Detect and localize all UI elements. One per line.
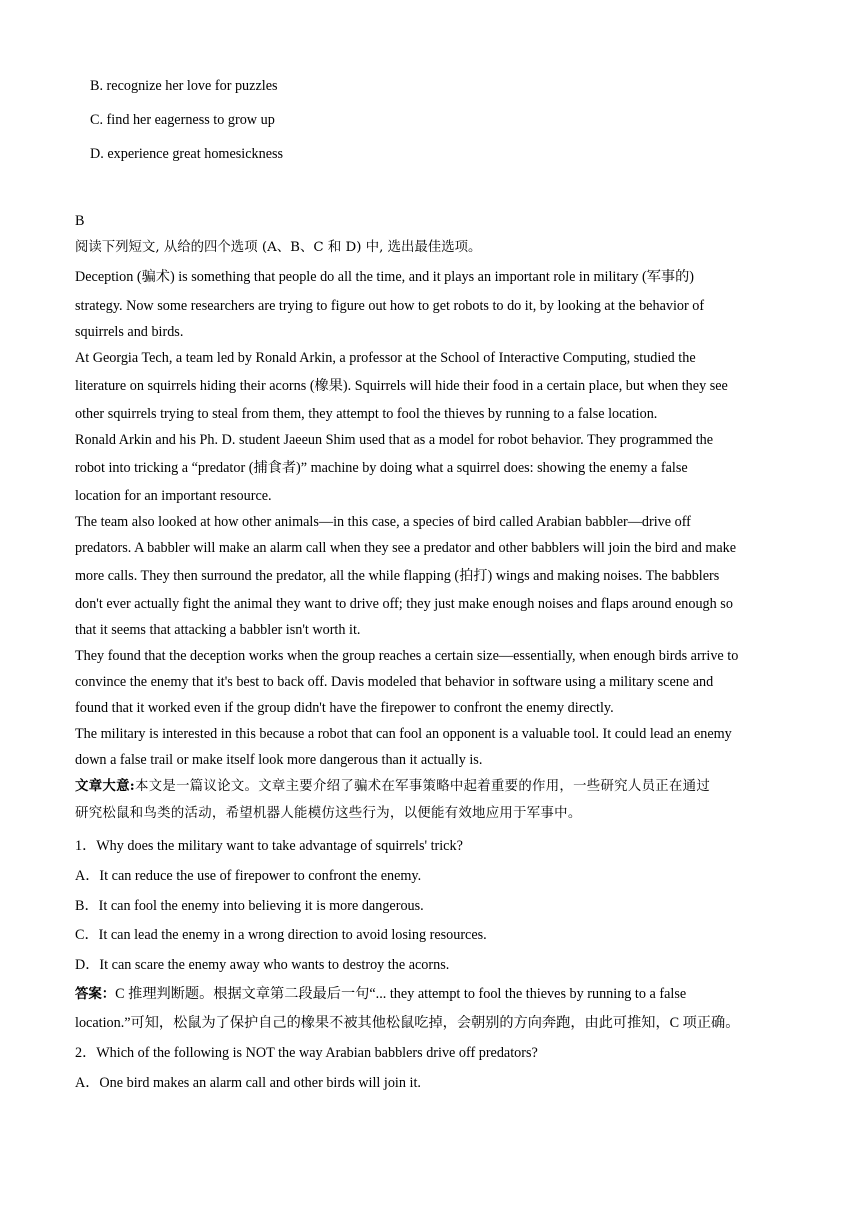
passage-line: don't ever actually fight the animal they want to drive off; they just make enough noises and flaps around enough so [75,596,733,612]
answer-line: location.”可知，松鼠为了保护自己的橡果不被其他松鼠吃掉，会朝别的方向奔跑，由此可推知，C 项正确。 [75,1015,740,1031]
passage-line: found that it worked even if the group didn't have the firepower to confront the enemy directly. [75,700,614,716]
option-d-previous: D. experience great homesickness [90,146,284,162]
passage-line: robot into tricking a “predator (捕食者)” machine by doing what a squirrel does: showing the enemy a false [75,460,688,476]
q1-option-c: C．It can lead the enemy in a wrong direction to avoid losing resources. [75,927,487,943]
passage-line: strategy. Now some researchers are trying to figure out how to get robots to do it, by looking at the behavior of [75,298,705,314]
passage-line: The military is interested in this because a robot that can fool an opponent is a valuable tool. It could lead an enemy [75,726,732,742]
passage-line: literature on squirrels hiding their acorns (橡果). Squirrels will hide their food in a certain place, but when they see [75,378,728,394]
answer-label: 答案： [75,986,116,1002]
answer-text: C 推理判断题。根据文章第二段最后一句“... they attempt to fool the thieves by running to a false [115,986,687,1002]
passage-line: other squirrels trying to steal from them, they attempt to fool the thieves by running to a false location. [75,406,658,422]
question-2: 2．Which of the following is NOT the way Arabian babblers drive off predators? [75,1045,538,1061]
q1-option-a: A．It can reduce the use of firepower to confront the enemy. [75,868,422,884]
passage-line: At Georgia Tech, a team led by Ronald Arkin, a professor at the School of Interactive Computing, studied the [75,350,696,366]
summary-text: 本文是一篇议论文。文章主要介绍了骗术在军事策略中起着重要的作用，一些研究人员正在通过 [135,779,711,794]
passage-line: predators. A babbler will make an alarm call when they see a predator and other babblers will join the bird and make [75,540,737,556]
answer-line [75,985,686,1003]
instructions: 阅读下列短文, 从给的四个选项 (A、B、C 和 D) 中, 选出最佳选项。 [75,240,482,255]
passage-line: convince the enemy that it's best to back off. Davis modeled that behavior in software using a military scene and [75,674,714,690]
q1-option-d: D．It can scare the enemy away who wants to destroy the acorns. [75,957,450,973]
passage-line: The team also looked at how other animals—in this case, a species of bird called Arabian babbler—drive off [75,514,691,530]
q2-option-a: A．One bird makes an alarm call and other birds will join it. [75,1075,421,1091]
passage-line: more calls. They then surround the predator, all the while flapping (拍打) wings and making noises. The babblers [75,568,720,584]
passage-line: They found that the deception works when the group reaches a certain size—essentially, when enough birds arrive to [75,648,739,664]
option-b-previous: B. recognize her love for puzzles [90,78,278,94]
passage-line: Deception (骗术) is something that people do all the time, and it plays an important role in military (军事的) [75,269,694,285]
question-1: 1．Why does the military want to take advantage of squirrels' trick? [75,838,463,854]
passage-line: location for an important resource. [75,488,272,504]
summary-label: 文章大意: [75,778,136,794]
section-heading: B [75,213,85,229]
summary-line: 研究松鼠和鸟类的活动，希望机器人能模仿这些行为，以便能有效地应用于军事中。 [75,806,582,821]
passage-line: that it seems that attacking a babbler isn't worth it. [75,622,361,638]
passage-line: squirrels and birds. [75,324,184,340]
passage-line: Ronald Arkin and his Ph. D. student Jaeeun Shim used that as a model for robot behavior. They programmed the [75,432,714,448]
passage-line: down a false trail or make itself look more dangerous than it actually is. [75,752,483,768]
q1-option-b: B．It can fool the enemy into believing it is more dangerous. [75,898,424,914]
summary-line [75,777,710,796]
option-c-previous: C. find her eagerness to grow up [90,112,275,128]
